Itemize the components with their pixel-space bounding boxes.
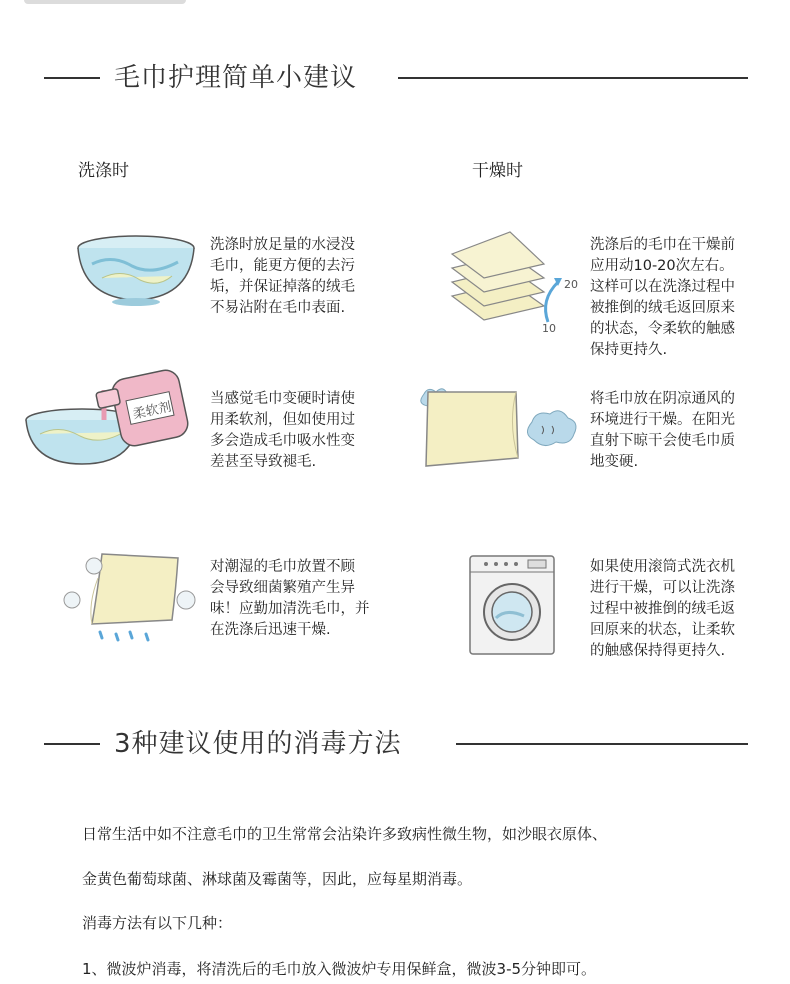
title-rule-right <box>398 77 748 79</box>
wet-towel-icon <box>58 548 203 648</box>
section-title-care <box>0 58 790 98</box>
title-rule-left <box>44 77 100 79</box>
tip-wash-1: 洗涤时放足量的水浸没 毛巾，能更方便的去污 垢，并保证掉落的绒毛 不易沾附在毛巾表面. <box>210 237 355 316</box>
tip-wash-2: 当感觉毛巾变硬时请使 用柔软剂，但如使用过 多会造成毛巾吸水性变 差甚至导致褪毛. <box>210 391 355 470</box>
top-decoration <box>24 0 186 4</box>
softener-label: 柔软剂 <box>131 399 173 423</box>
title-rule-right <box>456 743 748 745</box>
softener-bottle-icon <box>20 368 190 468</box>
shake-count-low: 10 <box>542 322 556 335</box>
body-paragraph-3: 消毒方法有以下几种： <box>82 914 233 932</box>
body-paragraph-2: 金黄色葡萄球菌、淋球菌及霉菌等，因此，应每星期消毒。 <box>82 870 473 888</box>
column-heading-drying: 干燥时 <box>472 161 523 181</box>
body-paragraph-1: 日常生活中如不注意毛巾的卫生常常会沾染许多致病性微生物，如沙眼衣原体、 <box>82 825 608 843</box>
column-heading-washing: 洗涤时 <box>78 161 129 181</box>
tip-dry-2: 将毛巾放在阴凉通风的 环境进行干燥。在阳光 直射下晾干会使毛巾质 地变硬. <box>590 391 735 470</box>
shake-count-high: 20 <box>564 278 578 291</box>
section-title-disinfection <box>0 724 790 764</box>
tip-dry-3: 如果使用滚筒式洗衣机 进行干燥，可以让洗涤 过程中被推倒的绒毛返 回原来的状态，让柔软 的触感保持得更持久. <box>590 559 735 659</box>
section-title-care-text: 毛巾护理简单小建议 <box>114 63 358 93</box>
title-rule-left <box>44 743 100 745</box>
washing-machine-icon <box>466 554 558 658</box>
tip-wash-3: 对潮湿的毛巾放置不顾 会导致细菌繁殖产生异 味！应勤加清洗毛巾，并 在洗涤后迅速干燥. <box>210 559 370 638</box>
hanging-towel-icon <box>404 374 584 474</box>
tip-dry-1: 洗涤后的毛巾在干燥前 应用动10-20次左右。 这样可以在洗涤过程中 被推倒的绒毛返回原来 的状态，令柔软的触感 保持更持久. <box>590 237 735 358</box>
folded-towels-icon <box>444 228 589 338</box>
section-title-disinfection-text: 3种建议使用的消毒方法 <box>114 729 402 759</box>
basin-icon <box>72 228 202 308</box>
body-paragraph-4: 1、微波炉消毒，将清洗后的毛巾放入微波炉专用保鲜盒，微波3-5分钟即可。 <box>82 960 597 978</box>
